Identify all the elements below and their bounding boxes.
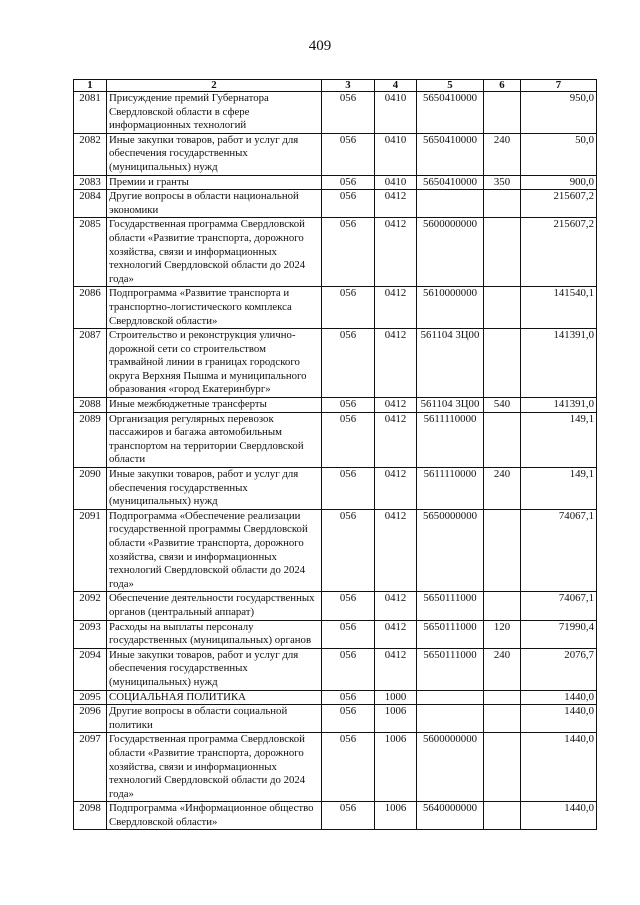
row-name: Присуждение премий Губернатора Свердловской области в сфере информационных технологий — [107, 92, 322, 134]
row-target-code — [417, 190, 484, 218]
row-section-code: 1006 — [375, 802, 417, 830]
row-amount: 149,1 — [521, 412, 597, 467]
row-expense-type — [484, 329, 521, 398]
row-amount: 950,0 — [521, 92, 597, 134]
row-admin-code: 056 — [322, 398, 375, 413]
row-target-code: 5650000000 — [417, 509, 484, 592]
row-admin-code: 056 — [322, 509, 375, 592]
table-row — [74, 705, 597, 733]
row-amount: 50,0 — [521, 133, 597, 175]
table-row — [74, 190, 597, 218]
row-number: 2089 — [74, 412, 107, 467]
row-expense-type: 240 — [484, 468, 521, 510]
row-admin-code: 056 — [322, 620, 375, 648]
row-expense-type — [484, 412, 521, 467]
row-expense-type: 540 — [484, 398, 521, 413]
row-name: Расходы на выплаты персоналу государственных (муниципальных) органов — [107, 620, 322, 648]
row-expense-type — [484, 190, 521, 218]
row-admin-code: 056 — [322, 412, 375, 467]
row-admin-code: 056 — [322, 705, 375, 733]
row-target-code: 561104 3Ц00 — [417, 398, 484, 413]
row-number: 2083 — [74, 175, 107, 190]
row-target-code: 5600000000 — [417, 733, 484, 802]
row-target-code: 5650410000 — [417, 92, 484, 134]
row-number: 2082 — [74, 133, 107, 175]
header-col-3: 3 — [322, 80, 375, 92]
row-expense-type — [484, 592, 521, 620]
row-number: 2087 — [74, 329, 107, 398]
row-amount: 1440,0 — [521, 733, 597, 802]
row-admin-code: 056 — [322, 733, 375, 802]
row-name: Другие вопросы в области национальной экономики — [107, 190, 322, 218]
table-row — [74, 329, 597, 398]
row-number: 2095 — [74, 690, 107, 705]
table-row — [74, 733, 597, 802]
row-expense-type: 120 — [484, 620, 521, 648]
row-number: 2081 — [74, 92, 107, 134]
row-number: 2086 — [74, 287, 107, 329]
table-row — [74, 620, 597, 648]
row-amount: 74067,1 — [521, 509, 597, 592]
row-number: 2084 — [74, 190, 107, 218]
row-target-code: 5611110000 — [417, 412, 484, 467]
row-number: 2093 — [74, 620, 107, 648]
table-header-row — [74, 80, 597, 92]
row-number: 2090 — [74, 468, 107, 510]
row-name: Иные межбюджетные трансферты — [107, 398, 322, 413]
row-name: Государственная программа Свердловской области «Развитие транспорта, дорожного хозяйства, связи и информационных технологий Свердловской области до 2024 года» — [107, 733, 322, 802]
row-target-code: 5650410000 — [417, 133, 484, 175]
row-admin-code: 056 — [322, 648, 375, 690]
row-section-code: 0410 — [375, 175, 417, 190]
row-expense-type — [484, 92, 521, 134]
row-section-code: 0410 — [375, 133, 417, 175]
row-amount: 215607,2 — [521, 190, 597, 218]
header-col-1: 1 — [74, 80, 107, 92]
row-admin-code: 056 — [322, 175, 375, 190]
table-row — [74, 592, 597, 620]
row-admin-code: 056 — [322, 133, 375, 175]
row-target-code: 5610000000 — [417, 287, 484, 329]
row-admin-code: 056 — [322, 690, 375, 705]
row-name: Организация регулярных перевозок пассажиров и багажа автомобильным транспортом на территории Свердловской области — [107, 412, 322, 467]
row-admin-code: 056 — [322, 468, 375, 510]
row-expense-type — [484, 509, 521, 592]
row-number: 2091 — [74, 509, 107, 592]
row-section-code: 0412 — [375, 287, 417, 329]
row-admin-code: 056 — [322, 802, 375, 830]
row-target-code — [417, 705, 484, 733]
row-admin-code: 056 — [322, 287, 375, 329]
row-expense-type: 240 — [484, 133, 521, 175]
row-expense-type — [484, 218, 521, 287]
row-number: 2097 — [74, 733, 107, 802]
row-admin-code: 056 — [322, 92, 375, 134]
header-col-6: 6 — [484, 80, 521, 92]
row-target-code: 5650410000 — [417, 175, 484, 190]
row-amount: 141540,1 — [521, 287, 597, 329]
row-name: Государственная программа Свердловской области «Развитие транспорта, дорожного хозяйства, связи и информационных технологий Свердловской области до 2024 года» — [107, 218, 322, 287]
row-expense-type: 350 — [484, 175, 521, 190]
row-section-code: 0412 — [375, 412, 417, 467]
row-number: 2098 — [74, 802, 107, 830]
table-row — [74, 648, 597, 690]
row-expense-type — [484, 733, 521, 802]
row-name: Иные закупки товаров, работ и услуг для обеспечения государственных (муниципальных) нужд — [107, 133, 322, 175]
row-section-code: 0412 — [375, 190, 417, 218]
header-col-2: 2 — [107, 80, 322, 92]
row-section-code: 0412 — [375, 468, 417, 510]
budget-table — [73, 79, 597, 830]
row-name: Премии и гранты — [107, 175, 322, 190]
row-admin-code: 056 — [322, 329, 375, 398]
row-name: Строительство и реконструкция улично-дорожной сети со строительством трамвайной линии в границах городского округа Верхняя Пышма и муниципального образования «город Екатеринбург» — [107, 329, 322, 398]
row-amount: 141391,0 — [521, 329, 597, 398]
row-amount: 1440,0 — [521, 690, 597, 705]
row-section-code: 0412 — [375, 620, 417, 648]
row-target-code: 5650111000 — [417, 620, 484, 648]
row-section-code: 1006 — [375, 705, 417, 733]
header-col-7: 7 — [521, 80, 597, 92]
row-target-code: 5650111000 — [417, 592, 484, 620]
row-amount: 900,0 — [521, 175, 597, 190]
row-amount: 141391,0 — [521, 398, 597, 413]
row-target-code: 5650111000 — [417, 648, 484, 690]
row-section-code: 1006 — [375, 733, 417, 802]
row-target-code: 5640000000 — [417, 802, 484, 830]
table-row — [74, 175, 597, 190]
table-row — [74, 690, 597, 705]
row-amount: 149,1 — [521, 468, 597, 510]
row-expense-type — [484, 705, 521, 733]
header-col-5: 5 — [417, 80, 484, 92]
table-row — [74, 468, 597, 510]
row-section-code: 0412 — [375, 329, 417, 398]
row-name: Подпрограмма «Развитие транспорта и транспортно-логистического комплекса Свердловской области» — [107, 287, 322, 329]
table-row — [74, 412, 597, 467]
row-amount: 1440,0 — [521, 705, 597, 733]
table-row — [74, 802, 597, 830]
row-name: Другие вопросы в области социальной политики — [107, 705, 322, 733]
row-target-code: 5600000000 — [417, 218, 484, 287]
row-admin-code: 056 — [322, 592, 375, 620]
row-target-code: 561104 3Ц00 — [417, 329, 484, 398]
row-amount: 1440,0 — [521, 802, 597, 830]
row-section-code: 0412 — [375, 592, 417, 620]
row-amount: 2076,7 — [521, 648, 597, 690]
table-row — [74, 398, 597, 413]
row-number: 2092 — [74, 592, 107, 620]
table-row — [74, 218, 597, 287]
row-expense-type — [484, 690, 521, 705]
table-row — [74, 92, 597, 134]
row-name: Обеспечение деятельности государственных органов (центральный аппарат) — [107, 592, 322, 620]
row-admin-code: 056 — [322, 190, 375, 218]
row-number: 2096 — [74, 705, 107, 733]
row-section-code: 1000 — [375, 690, 417, 705]
row-name: Подпрограмма «Обеспечение реализации государственной программы Свердловской области «Развитие транспорта, дорожного хозяйства, связи и информационных технологий Свердловской области до 2024 года» — [107, 509, 322, 592]
row-section-code: 0410 — [375, 92, 417, 134]
row-number: 2088 — [74, 398, 107, 413]
row-section-code: 0412 — [375, 648, 417, 690]
table-row — [74, 287, 597, 329]
row-section-code: 0412 — [375, 218, 417, 287]
row-admin-code: 056 — [322, 218, 375, 287]
row-name: Подпрограмма «Информационное общество Свердловской области» — [107, 802, 322, 830]
row-number: 2094 — [74, 648, 107, 690]
row-target-code: 5611110000 — [417, 468, 484, 510]
row-name: СОЦИАЛЬНАЯ ПОЛИТИКА — [107, 690, 322, 705]
table-row — [74, 133, 597, 175]
row-section-code: 0412 — [375, 398, 417, 413]
row-expense-type — [484, 802, 521, 830]
header-col-4: 4 — [375, 80, 417, 92]
row-expense-type: 240 — [484, 648, 521, 690]
row-name: Иные закупки товаров, работ и услуг для обеспечения государственных (муниципальных) нужд — [107, 468, 322, 510]
row-target-code — [417, 690, 484, 705]
row-amount: 71990,4 — [521, 620, 597, 648]
row-expense-type — [484, 287, 521, 329]
row-name: Иные закупки товаров, работ и услуг для обеспечения государственных (муниципальных) нужд — [107, 648, 322, 690]
row-number: 2085 — [74, 218, 107, 287]
page-number: 409 — [308, 38, 332, 54]
row-section-code: 0412 — [375, 509, 417, 592]
table-row — [74, 509, 597, 592]
row-amount: 74067,1 — [521, 592, 597, 620]
row-amount: 215607,2 — [521, 218, 597, 287]
